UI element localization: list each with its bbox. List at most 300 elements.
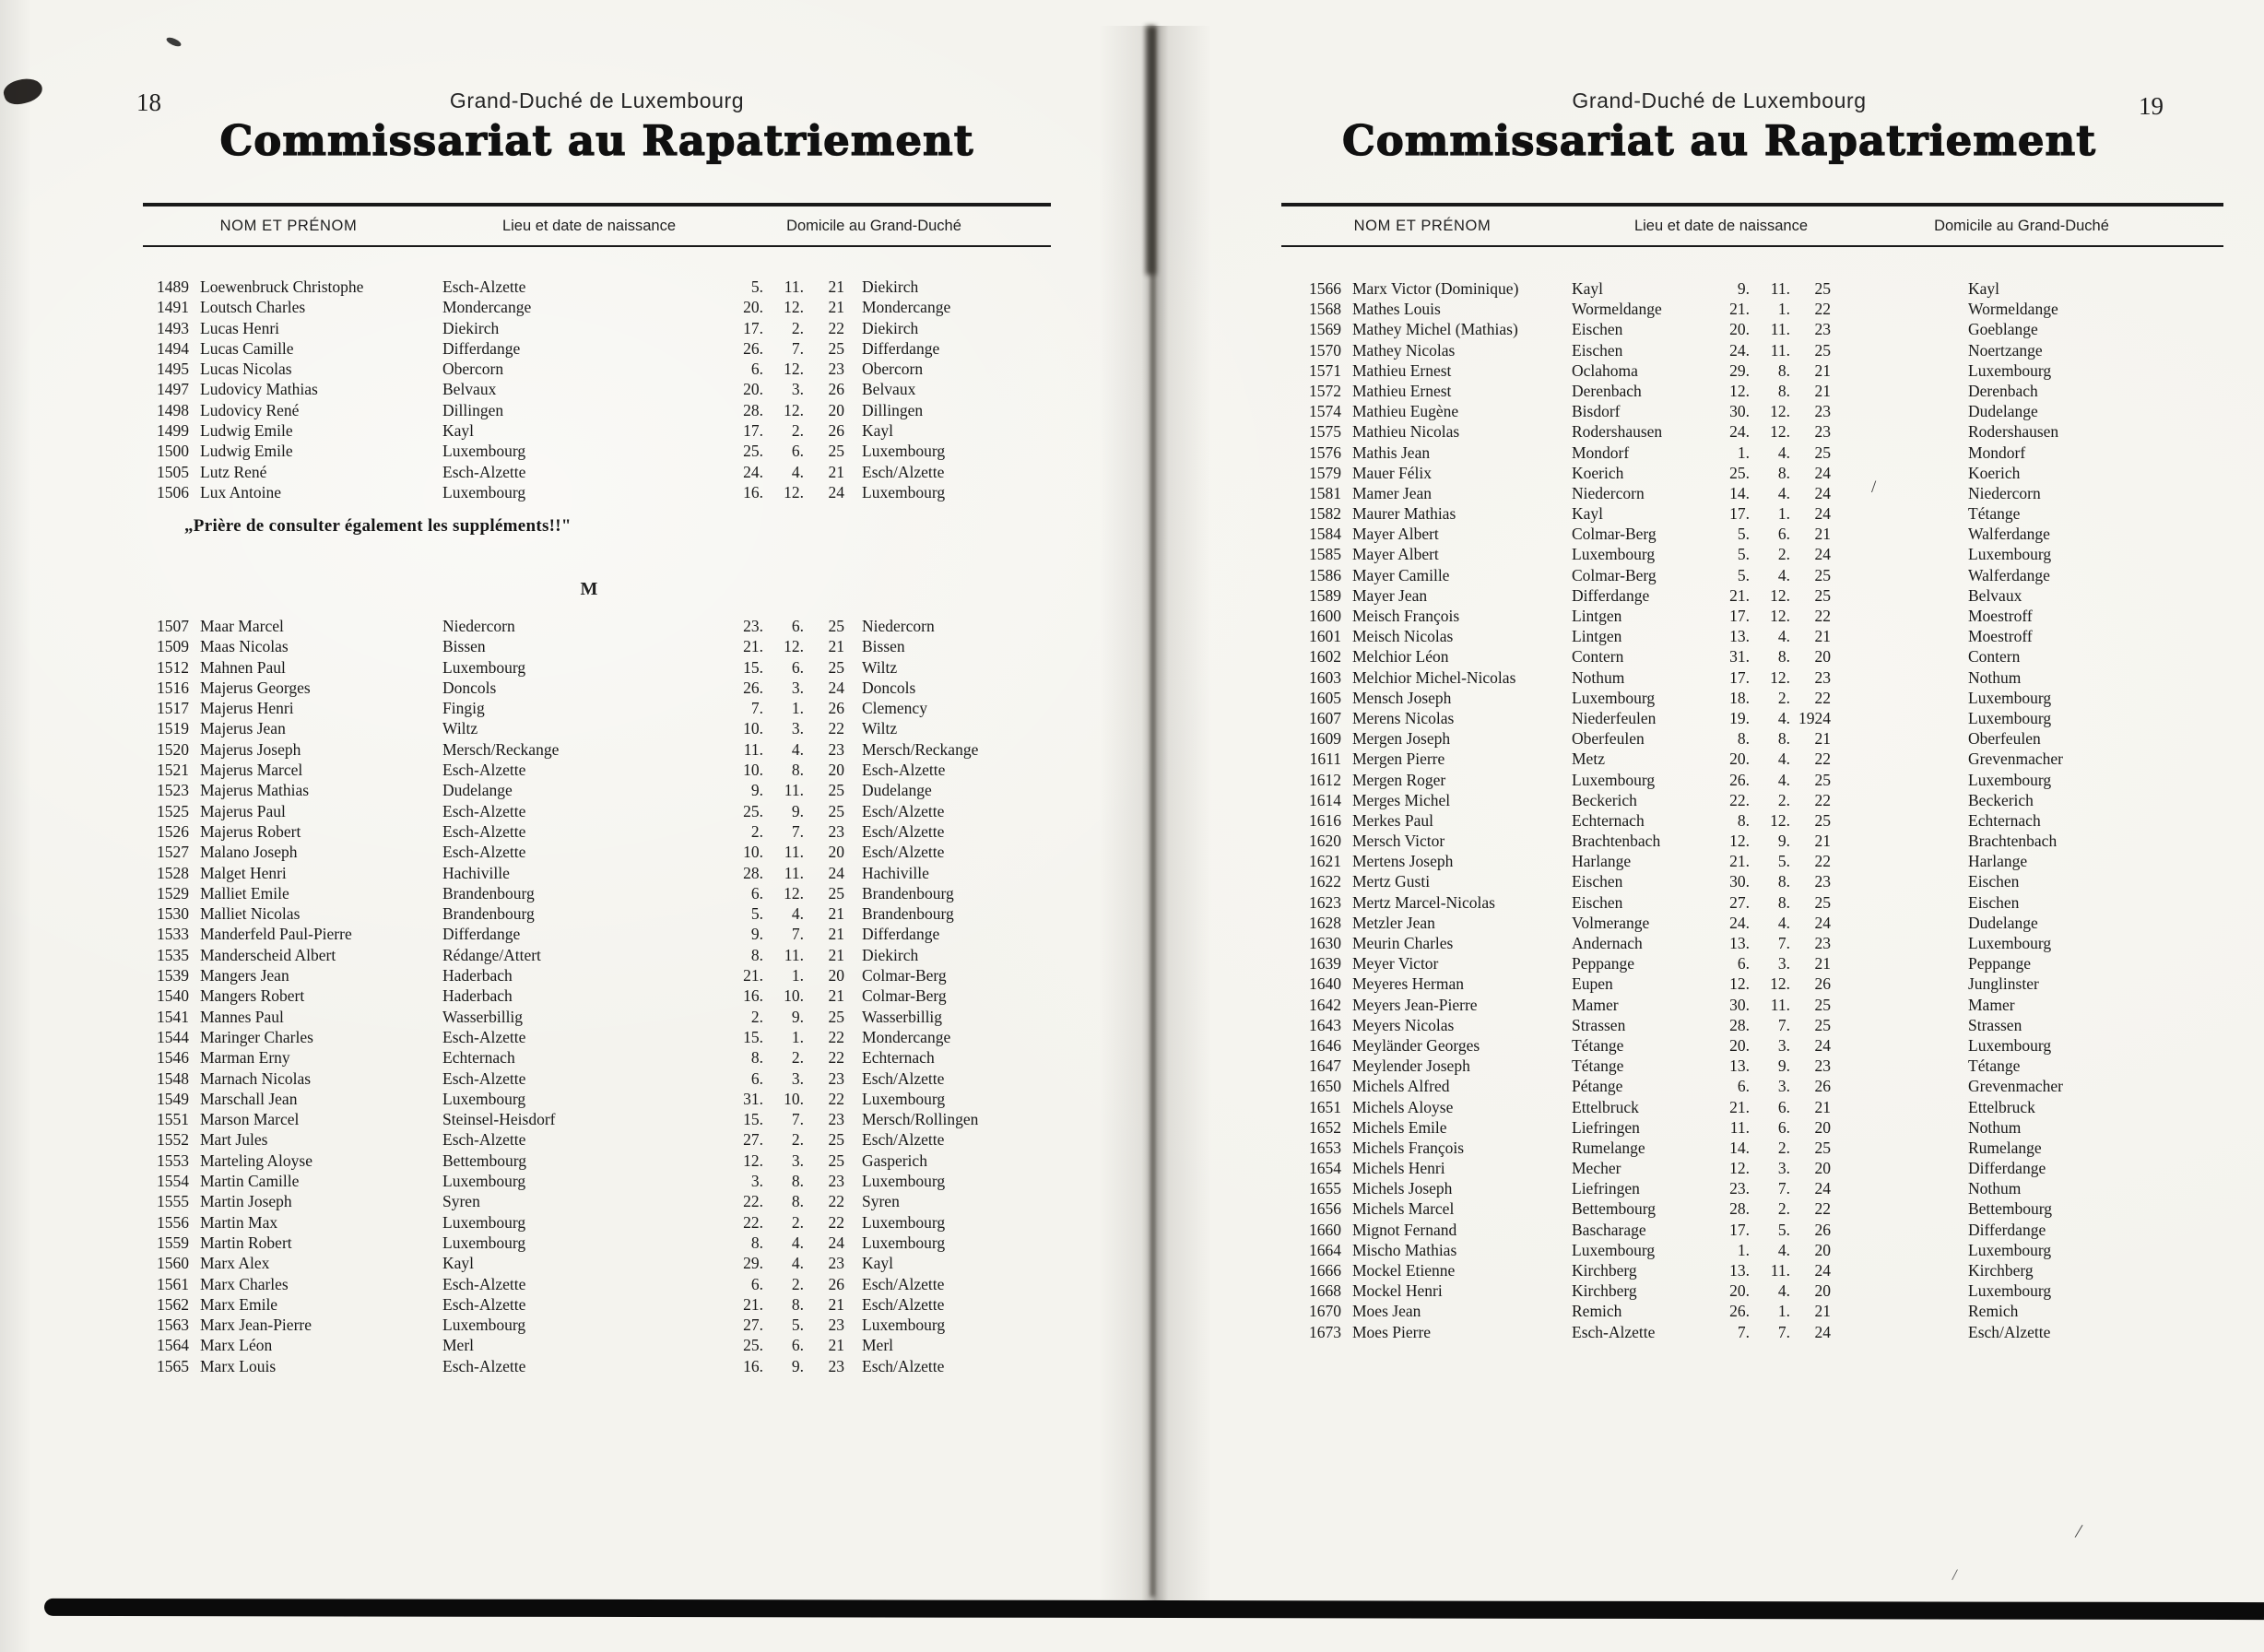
date-part: 2.	[791, 421, 804, 441]
cell-domicile: Esch/Alzette	[862, 462, 945, 481]
cell-domicile: Grevenmacher	[1968, 749, 2063, 769]
date-part: 22	[1814, 688, 1831, 707]
date-part: 8.	[791, 761, 804, 780]
date-part: 23	[1814, 320, 1831, 339]
cell-number: 1640	[1309, 974, 1341, 994]
cell-birth-date	[728, 1274, 848, 1294]
cell-number: 1654	[1309, 1159, 1341, 1178]
cell-birth-place: Koerich	[1572, 463, 1624, 482]
table-row	[1300, 810, 2262, 831]
cell-birth-place: Colmar-Berg	[1572, 525, 1657, 544]
cell-birth-place: Haderbach	[442, 966, 513, 985]
date-part: 2.	[791, 1130, 804, 1150]
cell-number: 1544	[157, 1027, 189, 1046]
region-header: Grand-Duché de Luxembourg	[1572, 88, 1867, 112]
cell-domicile: Luxembourg	[1968, 545, 2052, 564]
cell-birth-place: Wormeldange	[1572, 300, 1662, 319]
date-part: 29.	[743, 1254, 763, 1273]
date-part: 23.	[743, 617, 763, 635]
table-row	[143, 1089, 1065, 1109]
cell-birth-place: Brandenbourg	[442, 904, 535, 924]
date-part: 20.	[1729, 1281, 1750, 1301]
date-part: 27.	[1729, 892, 1750, 912]
date-part: 11.	[784, 843, 804, 862]
date-part: 30.	[1729, 995, 1750, 1014]
date-part: 26.	[743, 338, 763, 358]
date-part: 3.	[791, 1068, 804, 1088]
cell-domicile: Belvaux	[862, 380, 916, 399]
date-part: 3.	[791, 1150, 804, 1170]
date-part: 22	[1814, 607, 1831, 625]
cell-name: Mathis Jean	[1352, 442, 1431, 462]
cell-domicile: Esch/Alzette	[862, 1068, 945, 1088]
cell-birth-place: Harlange	[1572, 852, 1632, 871]
cell-domicile: Colmar-Berg	[862, 986, 947, 1006]
cell-name: Mathieu Eugène	[1352, 402, 1459, 421]
cell-birth-date	[1715, 524, 1834, 544]
cell-name: Mannes Paul	[200, 1007, 284, 1026]
cell-domicile: Mersch/Rollingen	[862, 1110, 979, 1129]
table-row	[1300, 688, 2262, 708]
table-row	[1300, 1097, 2262, 1117]
cell-name: Ludwig Emile	[200, 421, 293, 441]
cell-birth-date	[1715, 1280, 1834, 1301]
cell-birth-date	[728, 1068, 848, 1089]
date-part: 8.	[750, 945, 763, 964]
cell-name: Mensch Joseph	[1352, 688, 1452, 707]
cell-birth-place: Luxembourg	[442, 1089, 526, 1108]
cell-domicile: Strassen	[1968, 1015, 2022, 1034]
cell-number: 1519	[157, 719, 189, 738]
date-part: 23	[828, 1068, 844, 1088]
cell-number: 1607	[1309, 708, 1341, 727]
date-part: 23	[1814, 934, 1831, 952]
date-part: 21	[828, 945, 844, 964]
cell-birth-date	[728, 945, 848, 965]
date-part: 27.	[743, 1316, 763, 1335]
cell-birth-place: Wiltz	[442, 719, 478, 738]
cell-number: 1526	[157, 821, 189, 841]
cell-number: 1533	[157, 925, 189, 944]
date-part: 11.	[1770, 340, 1790, 360]
table-row	[143, 379, 1065, 399]
cell-birth-place: Lintgen	[1572, 607, 1622, 625]
cell-name: Lucas Camille	[200, 338, 294, 358]
cell-name: Malliet Nicolas	[200, 904, 301, 924]
table-row	[143, 1253, 1065, 1273]
date-part: 6.	[1777, 1097, 1790, 1116]
table-row	[1300, 974, 2262, 994]
date-part: 9.	[750, 781, 763, 800]
date-part: 22	[1814, 1199, 1831, 1219]
date-part: 25	[828, 1130, 844, 1150]
cell-birth-date	[728, 1294, 848, 1315]
date-part: 9.	[1777, 832, 1790, 851]
cell-birth-place: Esch-Alzette	[442, 277, 526, 296]
date-part: 3.	[791, 678, 804, 697]
date-part: 4.	[791, 1254, 804, 1273]
table-row	[1300, 1260, 2262, 1280]
cell-birth-date	[1715, 442, 1834, 463]
cell-number: 1651	[1309, 1097, 1341, 1116]
cell-number: 1584	[1309, 525, 1341, 544]
cell-name: Malano Joseph	[200, 843, 298, 862]
cell-birth-place: Merl	[442, 1336, 475, 1355]
date-part: 22	[1814, 852, 1831, 871]
cell-number: 1549	[157, 1089, 189, 1108]
cell-birth-date	[728, 1191, 848, 1211]
cell-birth-date	[1715, 1035, 1834, 1056]
cell-number: 1620	[1309, 832, 1341, 851]
table-row	[143, 924, 1065, 944]
date-part: 12.	[1729, 832, 1750, 851]
date-part: 23	[1814, 667, 1831, 687]
table-row	[143, 462, 1065, 482]
cell-number: 1574	[1309, 402, 1341, 421]
date-part: 6.	[791, 442, 804, 461]
cell-birth-date	[1715, 1097, 1834, 1117]
cell-number: 1506	[157, 482, 189, 502]
date-part: 12.	[784, 637, 804, 656]
date-part: 25	[828, 883, 844, 903]
cell-number: 1554	[157, 1172, 189, 1191]
date-part: 7.	[791, 925, 804, 944]
table-row	[143, 821, 1065, 842]
date-part: 22	[1814, 749, 1831, 769]
cell-domicile: Luxembourg	[862, 482, 946, 502]
table-row	[143, 842, 1065, 862]
cell-domicile: Walferdange	[1968, 565, 2050, 584]
cell-name: Metzler Jean	[1352, 913, 1435, 932]
date-part: 20.	[1729, 320, 1750, 339]
cell-birth-place: Kirchberg	[1572, 1261, 1637, 1280]
cell-domicile: Differdange	[862, 338, 940, 358]
table-row	[1300, 728, 2262, 749]
cell-name: Michels Joseph	[1352, 1179, 1453, 1198]
date-part: 22	[828, 1212, 844, 1232]
table-row	[143, 1171, 1065, 1191]
cell-number: 1668	[1309, 1281, 1341, 1301]
table-row	[1300, 1220, 2262, 1240]
cell-domicile: Brandenbourg	[862, 883, 954, 903]
cell-birth-date	[728, 883, 848, 903]
cell-name: Marschall Jean	[200, 1089, 298, 1108]
table-row	[143, 985, 1065, 1006]
cell-birth-date	[1715, 749, 1834, 769]
date-part: 25	[1814, 892, 1831, 912]
date-part: 6.	[750, 1068, 763, 1088]
cell-name: Majerus Marcel	[200, 761, 303, 780]
table-row	[1300, 503, 2262, 524]
cell-number: 1505	[157, 462, 189, 481]
cell-domicile: Nothum	[1968, 1117, 2022, 1137]
cell-birth-place: Brandenbourg	[442, 883, 535, 903]
cell-birth-date	[728, 616, 848, 636]
cell-number: 1642	[1309, 995, 1341, 1014]
date-part: 1.	[791, 1027, 804, 1046]
cell-birth-place: Derenbach	[1572, 381, 1642, 400]
date-part: 21.	[1729, 852, 1750, 871]
date-part: 4.	[791, 739, 804, 759]
date-part: 9.	[791, 801, 804, 820]
cell-birth-date	[728, 1212, 848, 1233]
date-part: 25	[828, 657, 844, 677]
cell-birth-date	[728, 1089, 848, 1109]
cell-domicile: Mondercange	[862, 298, 951, 317]
date-part: 12.	[1770, 585, 1790, 605]
cell-number: 1553	[157, 1150, 189, 1170]
cell-number: 1546	[157, 1048, 189, 1068]
date-part: 12.	[1770, 667, 1790, 687]
date-part: 15.	[743, 657, 763, 677]
table-row	[1300, 1158, 2262, 1178]
cell-number: 1569	[1309, 320, 1341, 339]
date-part: 23.	[1729, 1179, 1750, 1198]
cell-birth-place: Niederfeulen	[1572, 708, 1657, 727]
cell-birth-date	[728, 678, 848, 698]
date-part: 11.	[784, 781, 804, 800]
cell-birth-date	[728, 338, 848, 359]
date-part: 7.	[1737, 1322, 1750, 1341]
date-part: 22	[828, 1027, 844, 1046]
cell-domicile: Esch/Alzette	[862, 821, 945, 841]
cell-birth-place: Eischen	[1572, 892, 1623, 912]
date-part: 22	[828, 1048, 844, 1068]
cell-number: 1520	[157, 739, 189, 759]
cell-birth-date	[1715, 1260, 1834, 1280]
cell-domicile: Luxembourg	[1968, 1035, 2052, 1055]
date-part: 8.	[1777, 872, 1790, 891]
table-row	[143, 1150, 1065, 1171]
table-row	[143, 1274, 1065, 1294]
cell-birth-date	[1715, 606, 1834, 626]
table-row	[143, 1068, 1065, 1089]
column-header-name: NOM ET PRÉNOM	[219, 218, 358, 234]
cell-birth-place: Esch-Alzette	[442, 1294, 526, 1314]
cell-number: 1548	[157, 1068, 189, 1088]
date-part: 26.	[1729, 1302, 1750, 1321]
cell-number: 1660	[1309, 1220, 1341, 1239]
cell-domicile: Luxembourg	[1968, 1281, 2052, 1301]
date-part: 10.	[784, 986, 804, 1006]
cell-birth-date	[1715, 299, 1834, 319]
cell-birth-place: Bascharage	[1572, 1220, 1646, 1239]
cell-birth-place: Esch-Alzette	[442, 801, 526, 820]
cell-number: 1650	[1309, 1077, 1341, 1096]
date-part: 25	[828, 781, 844, 800]
date-part: 6.	[750, 360, 763, 379]
table-row	[1300, 360, 2262, 381]
date-part: 23	[828, 1110, 844, 1129]
date-part: 8.	[1777, 647, 1790, 667]
table-row	[1300, 749, 2262, 769]
cell-birth-place: Kayl	[1572, 279, 1604, 298]
date-part: 25	[1814, 770, 1831, 789]
cell-birth-place: Ettelbruck	[1572, 1097, 1639, 1116]
cell-birth-place: Lintgen	[1572, 627, 1622, 646]
page-title: Commissariat au Rapatriement	[1341, 116, 2097, 165]
date-part: 25	[1814, 279, 1831, 298]
cell-number: 1517	[157, 699, 189, 718]
cell-name: Mahnen Paul	[200, 657, 286, 677]
cell-birth-date	[1715, 1056, 1834, 1076]
date-part: 21	[1814, 1302, 1831, 1321]
cell-number: 1621	[1309, 852, 1341, 871]
cell-name: Melchior Léon	[1352, 647, 1449, 667]
date-part: 2.	[1777, 790, 1790, 809]
date-part: 10.	[743, 719, 763, 738]
cell-number: 1605	[1309, 688, 1341, 707]
date-part: 31.	[1729, 647, 1750, 667]
cell-domicile: Luxembourg	[1968, 934, 2052, 952]
cell-name: Meurin Charles	[1352, 934, 1454, 952]
cell-birth-place: Haderbach	[442, 986, 513, 1006]
date-part: 25	[828, 1007, 844, 1026]
date-part: 1.	[791, 966, 804, 985]
date-part: 20	[828, 966, 844, 985]
cell-name: Ludwig Emile	[200, 442, 293, 461]
cell-name: Meylender Joseph	[1352, 1056, 1470, 1076]
cell-domicile: Mamer	[1968, 995, 2015, 1014]
cell-name: Mertz Marcel-Nicolas	[1352, 892, 1495, 912]
cell-number: 1555	[157, 1192, 189, 1211]
date-part: 23	[828, 1254, 844, 1273]
cell-birth-date	[728, 1007, 848, 1027]
table-row	[143, 1356, 1065, 1376]
date-part: 9.	[1737, 279, 1750, 298]
date-part: 7.	[750, 699, 763, 718]
date-part: 26	[828, 380, 844, 399]
cell-birth-date	[1715, 667, 1834, 688]
cell-number: 1512	[157, 657, 189, 677]
date-part: 11.	[1770, 279, 1790, 298]
cell-name: Michels Henri	[1352, 1159, 1445, 1178]
cell-number: 1535	[157, 945, 189, 964]
cell-number: 1563	[157, 1316, 189, 1335]
date-part: 17.	[1729, 667, 1750, 687]
cell-birth-place: Oberfeulen	[1572, 729, 1645, 749]
date-part: 28.	[743, 863, 763, 882]
cell-number: 1576	[1309, 442, 1341, 462]
date-part: 21	[828, 298, 844, 317]
date-part: 25.	[743, 801, 763, 820]
date-part: 4.	[1777, 483, 1790, 502]
cell-birth-date	[728, 1253, 848, 1273]
date-part: 3.	[791, 719, 804, 738]
cell-number: 1572	[1309, 381, 1341, 400]
cell-number: 1601	[1309, 627, 1341, 646]
table-row	[1300, 565, 2262, 585]
date-part: 2.	[1777, 545, 1790, 564]
cell-number: 1666	[1309, 1261, 1341, 1280]
date-part: 10.	[743, 761, 763, 780]
date-part: 22	[828, 1192, 844, 1211]
section-letter-m: M	[580, 579, 598, 599]
cell-name: Mergen Pierre	[1352, 749, 1445, 769]
cell-number: 1664	[1309, 1240, 1341, 1259]
cell-name: Mart Jules	[200, 1130, 268, 1150]
cell-birth-place: Luxembourg	[442, 1212, 526, 1232]
cell-name: Mathieu Ernest	[1352, 360, 1452, 380]
cell-birth-place: Beckerich	[1572, 790, 1637, 809]
cell-name: Meyers Nicolas	[1352, 1015, 1455, 1034]
cell-birth-place: Andernach	[1572, 934, 1643, 952]
cell-birth-date	[1715, 360, 1834, 381]
cell-number: 1652	[1309, 1117, 1341, 1137]
cell-name: Mamer Jean	[1352, 483, 1433, 502]
table-row	[1300, 995, 2262, 1015]
date-part: 21	[1814, 627, 1831, 646]
cell-domicile: Diekirch	[862, 318, 919, 337]
cell-name: Mergen Roger	[1352, 770, 1446, 789]
date-part: 19.	[1729, 708, 1750, 727]
page-title: Commissariat au Rapatriement	[219, 116, 974, 165]
cell-birth-place: Niedercorn	[1572, 483, 1645, 502]
date-part: 24	[1814, 1179, 1831, 1198]
cell-domicile: Luxembourg	[1968, 360, 2052, 380]
cell-birth-date	[1715, 1322, 1834, 1342]
date-part: 13.	[1729, 1261, 1750, 1280]
cell-birth-place: Nothum	[1572, 667, 1625, 687]
date-part: 22.	[743, 1192, 763, 1211]
date-part: 24	[1814, 504, 1831, 524]
cell-number: 1521	[157, 761, 189, 780]
date-part: 4.	[791, 462, 804, 481]
date-part: 6.	[750, 883, 763, 903]
cell-domicile: Mondorf	[1968, 442, 2026, 462]
date-part: 28.	[1729, 1015, 1750, 1034]
date-part: 5.	[1737, 565, 1750, 584]
table-row	[1300, 585, 2262, 606]
cell-number: 1602	[1309, 647, 1341, 667]
cell-domicile: Ettelbruck	[1968, 1097, 2035, 1116]
cell-number: 1653	[1309, 1138, 1341, 1157]
table-row	[1300, 871, 2262, 891]
date-part: 16.	[743, 482, 763, 502]
cell-birth-place: Differdange	[442, 925, 521, 944]
table-row	[1300, 646, 2262, 667]
stray-pen-mark: /	[2073, 1518, 2084, 1543]
date-part: 29.	[1729, 360, 1750, 380]
date-part: 25.	[743, 1336, 763, 1355]
cell-birth-date	[728, 760, 848, 780]
date-part: 4.	[1777, 1281, 1790, 1301]
cell-name: Majerus Joseph	[200, 739, 301, 759]
date-part: 28.	[1729, 1199, 1750, 1219]
cell-domicile: Kayl	[862, 421, 894, 441]
date-part: 15.	[743, 1110, 763, 1129]
cell-domicile: Brandenbourg	[862, 904, 954, 924]
date-part: 1924	[1798, 708, 1831, 727]
cell-birth-date	[728, 297, 848, 317]
cell-name: Martin Joseph	[200, 1192, 292, 1211]
date-part: 2.	[1777, 688, 1790, 707]
cell-name: Marx Charles	[200, 1274, 289, 1293]
date-part: 12.	[1729, 1159, 1750, 1178]
table-row	[1300, 1117, 2262, 1138]
date-part: 8.	[791, 1192, 804, 1211]
cell-domicile: Harlange	[1968, 852, 2028, 871]
cell-name: Manderscheid Albert	[200, 945, 336, 964]
cell-domicile: Dudelange	[1968, 913, 2038, 932]
date-part: 7.	[791, 338, 804, 358]
cell-birth-place: Bisdorf	[1572, 402, 1621, 421]
date-part: 1.	[1777, 504, 1790, 524]
date-part: 20	[1814, 647, 1831, 667]
cell-name: Majerus Paul	[200, 801, 286, 820]
cell-birth-date	[1715, 995, 1834, 1015]
date-part: 11.	[1729, 1117, 1750, 1137]
